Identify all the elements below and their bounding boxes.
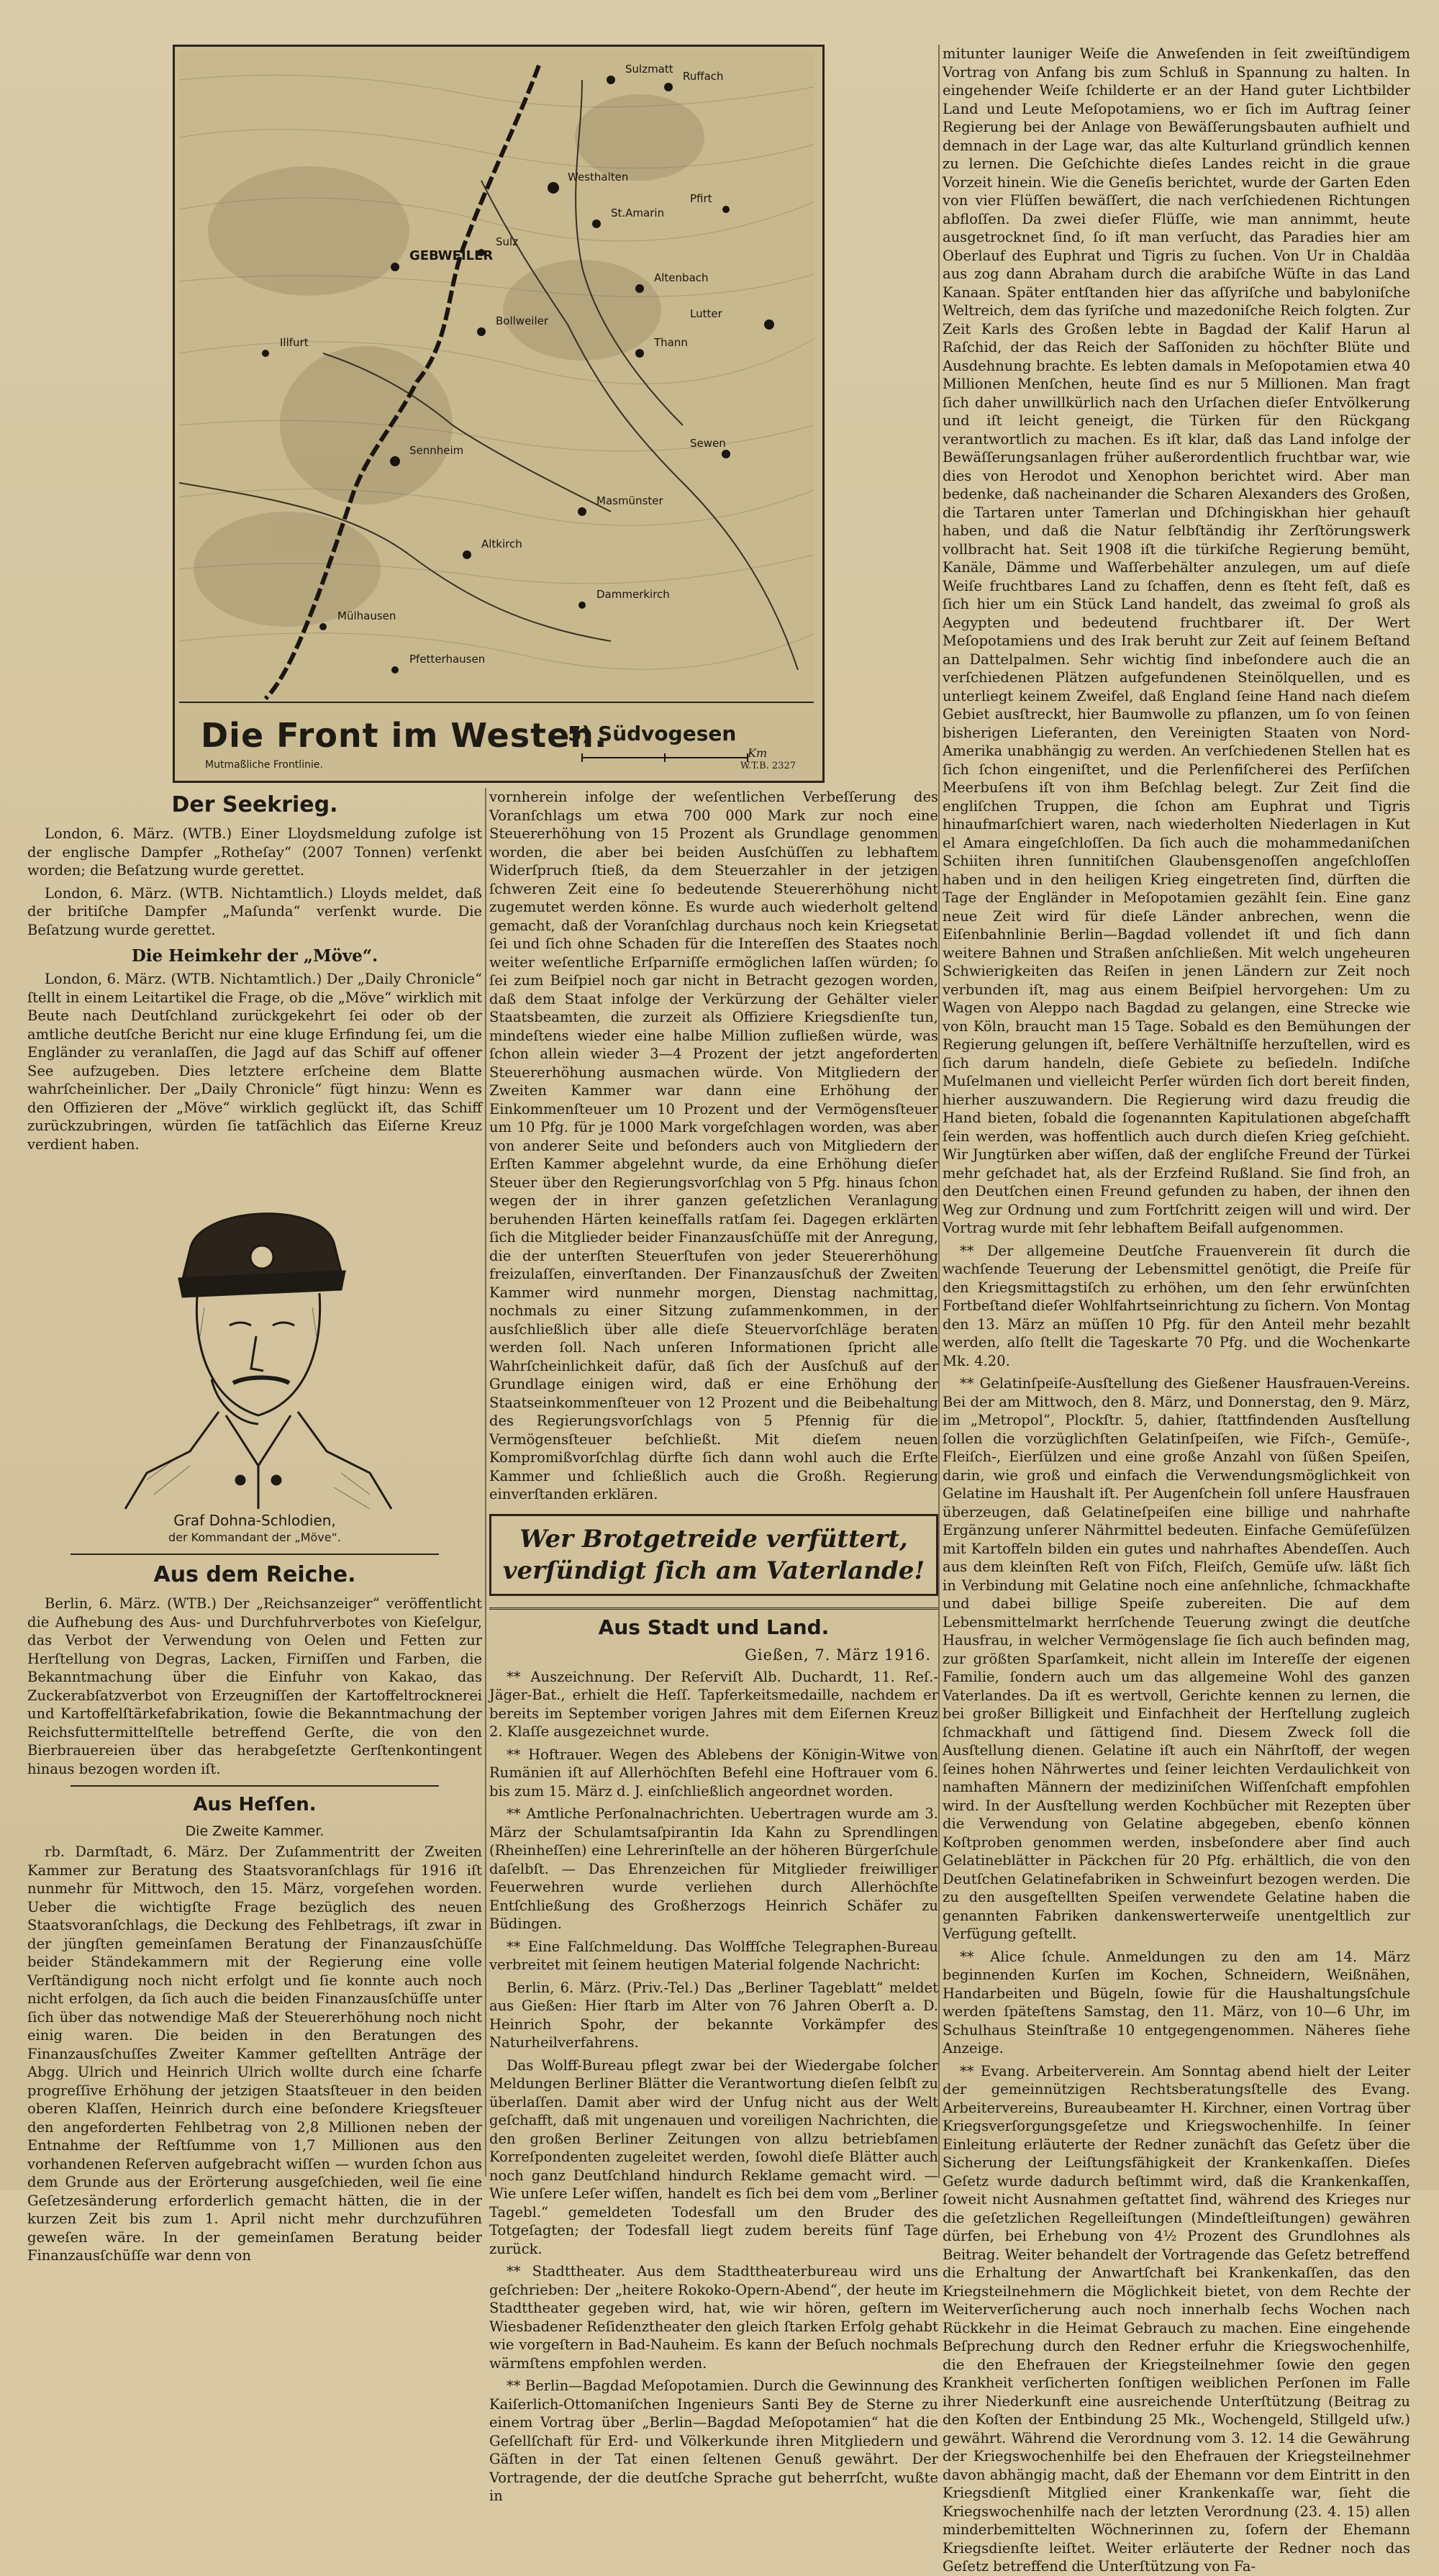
stadt-paragraph-2: ** Hoftrauer. Wegen des Ablebens der Königin-Witwe von Rumänien iſt auf Allerhöchſten Befehl eine Hoftrauer vom 6. bis zum 15. März d. J. einſchließlich angeordnet worden.	[489, 1746, 938, 1800]
mesopotamien-paragraph: mitunter launiger Weiſe die Anweſenden in ſeit zweiſtündigem Vortrag von Anfang bis zum Schluß in Spannung zu halten. In eingehender Weiſe ſchilderte er an der Hand guter Lichtbilder Land und Leute Meſopotamiens, wo er ſich im Auftrag ſeiner Regierung bei der Anlage von Bewäſſerungsbauten aufhielt und demnach in der Lage war, das alte Kulturland gründlich kennen zu lernen. Die Geſchichte dieſes Landes reicht in die graue Vorzeit hinein. Wie die Geneſis berichtet, wurde der Garten Eden von vier Flüſſen bewäſſert, die nach verſchiedenen Richtungen abfloſſen. Da zwei dieſer Flüſſe, wie man annimmt, heute ausgetrocknet ſind, ſo iſt man verſucht, das Paradies hier am Oberlauf des Euphrat und Tigris zu ſuchen. Von Ur in Chaldäa aus zog dann Abraham durch die arabiſche Wüſte in das Land Kanaan. Später entſtanden hier das aſſyriſche und babyloniſche Weltreich, dem das ſyriſche und mazedoniſche Reich folgten. Zur Zeit Karls des Großen lebte in Bagdad der Kalif Harun al Raſchid, der das Reich der Saſſoniden zu höchſter Blüte und Ausdehnung brachte. Es lebten damals in Meſopotamien etwa 40 Millionen Menſchen, heute ſind es nur 5 Millionen. Man fragt ſich daher unwillkürlich nach den Urſachen dieſer Entvölkerung und iſt leicht geneigt, die Türken für den Rückgang verantwortlich zu machen. Es iſt klar, daß das Land infolge der Bewäſſerungsanlagen früher außerordentlich fruchtbar war, wie dies von Herodot und Xenophon berichtet wird. Aber man bedenke, daß nacheinander die Scharen Alexanders des Großen, die Tartaren unter Tamerlan und Dſchingiskhan hier gehauſt haben, und daß die Natur ſelbſtändig ihr Zerſtörungswerk vollbracht hat. Seit 1908 iſt die türkiſche Regierung bemüht, Kanäle, Dämme und Waſſerbehälter anzulegen, um auf dieſe Weiſe fruchtbares Land zu ſchaffen, denn es ſteht feſt, daß es ſich hier um ein Stück Land handelt, das zweimal ſo groß als Aegypten und bedeutend fruchtbarer iſt. Der Wert Meſopotamiens und des Irak beruht zur Zeit auf ſeinem Beſtand an Dattelpalmen. Sehr wichtig ſind inbeſondere auch die an verſchiedenen Plätzen aufgefundenen Steinölquellen, und es unterliegt keinem Zweifel, daß England ſeine Hand nach dieſem Gebiet ausſtreckt, hier Baumwolle zu pflanzen, um ſo von ſeinen bisherigen Lieferanten, den Vereinigten Staaten von Nord-Amerika unabhängig zu werden. An verſchiedenen Stellen hat es ſich ſchon eingeniſtet, und die Perlenfiſcherei des Perſiſchen Meerbuſens iſt von ihm Beſchlag belegt. Zur Zeit ſind die engliſchen Truppen, die ſchon am Euphrat und Tigris hinaufmarſchiert waren, nach wiederholten Niederlagen in Kut el Amara eingeſchloſſen. Da ſich auch die mohammedaniſchen Schiiten ihren ſunnitiſchen Glaubensgenoſſen angeſchloſſen haben und in den heiligen Krieg eingetreten ſind, dürften die Tage der Engländer in Meſopotamien gezählt ſein. Eine ganz neue Zeit wird für dieſe Länder anbrechen, wenn die Eiſenbahnlinie Berlin—Bagdad vollendet iſt und ſich dann weitere Bahnen und Straßen anſchließen. Mit welch ungeheuren Schwierigkeiten das Reiſen in jenen Ländern zur Zeit noch verbunden iſt, mag aus einem Beiſpiel hervorgehen: Um zu Wagen von Aleppo nach Bagdad zu gelangen, eine Strecke wie von Köln, braucht man 15 Tage. Sobald es den Bemühungen der Regierung gelungen iſt, beſſere Verhältniſſe herzuſtellen, wird es ſich darum handeln, dieſe Gebiete zu beſiedeln. Indiſche Muſelmanen und vielleicht Perſer würden ſich dort bereit finden, hierher auszuwandern. Die Regierung wird dazu freudig die Hand bieten, ſobald die ſogenannten Kapitulationen abgeſchafft ſein werden, was hoffentlich auch durch dieſen Krieg geſchieht. Wir Jungtürken aber wiſſen, daß der engliſche Freund der Türkei mehr geſchadet hat, als der Erzfeind Rußland. Sie ſind froh, an den Deutſchen einen Freund gefunden zu haben, der ihnen den Weg zur Ordnung und zum Fortſchritt zeigen will und wird. Der Vortrag wurde mit ſehr lebhaftem Beifall aufgenommen.	[943, 45, 1410, 1236]
arbeiterverein-paragraph: ** Evang. Arbeiterverein. Am Sonntag abend hielt der Leiter der gemeinnützigen Rechtsberatungsſtelle des Evang. Arbeitervereins, Bureaubeamter H. Kirchner, einen Vortrag über Kriegsverſorgungsgeſetze und Kriegswochenhilfe. In ſeiner Einleitung erläuterte der Redner zunächſt das Geſetz über die Sicherung der Leiſtungsfähigkeit der Krankenkaſſen. Dieſes Geſetz wurde dadurch beſtimmt wird, daß die Krankenkaſſen, ſoweit nicht Ausnahmen geſtattet ſind, während des Krieges nur die geſetzlichen Regelleiſtungen (Mindeſtleiſtungen) gewähren dürfen, bei Erhebung von 4½ Prozent des Grundlohnes als Beitrag. Weiter behandelt der Vortragende das Geſetz betreffend die Erhaltung der Anwartſchaft bei Krankenkaſſen, das den Kriegsteilnehmern die Möglichkeit bietet, von dem Rechte der Weiterverſicherung auch noch innerhalb ſechs Wochen nach Rückkehr in die Heimat Gebrauch zu machen. Eine eingehende Beſprechung durch den Redner erfuhr die Kriegswochenhilfe, die den Ehefrauen der Kriegsteilnehmer ſowie den gegen Krankheit verſicherten ſonſtigen weiblichen Perſonen im Falle ihrer Niederkunft eine ausreichende Unterſtützung (Beitrag zu den Koſten der Entbindung 25 Mk., Wochengeld, Stillgeld uſw.) gewährt. Während die Verordnung vom 3. 12. 14 die Gewährung der Kriegswochenhilfe bei den Ehefrauen der Kriegsteilnehmer davon abhängig macht, daß der Ehemann vor dem Eintritt in den Kriegsdienſt Mitglied einer Krankenkaſſe war, ſieht die Kriegswochenhilfe nach der letzten Verordnung (23. 4. 15) allen minderbemittelten Wöchnerinnen zu, ſofern der Ehemann Kriegsdienſte leiſtet. Weiter erläuterte der Redner noch das Geſetz betreffend die Unterſtützung von Fa-	[943, 2062, 1410, 2575]
portrait-illustration	[104, 1164, 406, 1509]
stadt-paragraph-1: ** Auszeichnung. Der Reſerviſt Alb. Duchardt, 11. Reſ.-Jäger-Bat., erhielt die Heſſ. Tapferkeitsmedaille, nachdem er bereits im September vorigen Jahres mit dem Eiſernen Kreuz 2. Klaſſe ausgezeichnet wurde.	[489, 1668, 938, 1740]
stadt-paragraph-8: ** Berlin—Bagdad Meſopotamien. Durch die Gewinnung des Kaiſerlich-Ottomaniſchen Ingenieurs Santi Bey de Sterne zu einem Vortrag über „Berlin—Bagdad Meſopotamien“ hat die Geſellſchaft für Erd- und Völkerkunde ihren Mitgliedern und Gäſten in der Tat einen ſeltenen Genuß gewährt. Der Vortragende, der die deutſche Sprache gut beherrſcht, wußte in	[489, 2377, 938, 2504]
map-place-label: Altenbach	[654, 271, 709, 284]
map-place-label: Ruffach	[683, 70, 724, 83]
map-place-label: Pfirt	[690, 192, 712, 205]
divider	[489, 1607, 938, 1610]
map-scale-bar	[582, 750, 755, 765]
portrait-caption: Graf Dohna-Schlodien,	[173, 1512, 336, 1529]
moewe-heading: Die Heimkehr der „Möve“.	[131, 946, 378, 966]
map-place-label: Pfetterhausen	[409, 653, 486, 666]
stadt-paragraph-5: Berlin, 6. März. (Priv.-Tel.) Das „Berliner Tageblatt“ meldet aus Gießen: Hier ſtarb im Alter von 76 Jahren Oberſt a. D. Heinrich Spohr, der bekannte Vorkämpfer des Naturheilverfahrens.	[489, 1979, 938, 2051]
column-rule	[485, 788, 486, 2177]
map-place-label: Sulz	[496, 235, 519, 248]
stadt-paragraph-6: Das Wolff-Bureau pflegt zwar bei der Wiedergabe ſolcher Meldungen Berliner Blätter die Verantwortung dieſen ſelbſt zu überlaſſen. Damit aber wird der Unfug nicht aus der Welt geſchafft, daß mit ungenauen und voreiligen Nachrichten, die den großen Berliner Zeitungen von allzu betriebſamen Korreſpondenten zugeleitet werden, ſowohl dieſe Blätter auch noch ganz Deutſchland hindurch Reklame gemacht wird. — Wie unſere Leſer wiſſen, handelt es ſich bei dem vom „Berliner Tagebl.“ gemeldeten Todesfall um den Bruder des Totgeſagten; der Todesfall liegt zudem bereits fünf Tage zurück.	[489, 2056, 938, 2257]
hessen-heading: Aus Heſſen.	[193, 1794, 317, 1815]
aliceschule-paragraph: ** Alice ſchule. Anmeldungen zu den am 14. März beginnenden Kurſen im Kochen, Schneidern, Weißnähen, Handarbeiten und Bügeln, ſowie für die Haushaltungsſchule werden ſpäteſtens Samstag, den 11. März, von 10—6 Uhr, im Schulhaus Steinſtraße 10 entgegengenommen. Näheres ſiehe Anzeige.	[943, 1948, 1410, 2056]
map-place-label: Mülhausen	[337, 609, 396, 622]
map-place-label: Lutter	[690, 307, 722, 320]
map-title: Die Front im Westen.	[201, 716, 608, 755]
map-place-label: Dammerkirch	[596, 588, 670, 601]
map-scale-label: Km	[748, 746, 768, 760]
hessen-subheading: Die Zweite Kammer.	[185, 1823, 324, 1839]
map-place-label: GEBWEILER	[409, 248, 494, 263]
divider	[71, 1785, 439, 1787]
map-place-label: Bollweiler	[496, 314, 549, 327]
column-rule	[938, 45, 940, 2178]
map-place-label: Masmünster	[596, 494, 663, 507]
stadt-dateline: Gießen, 7. März 1916.	[745, 1646, 931, 1664]
map-place-label: St.Amarin	[611, 207, 665, 219]
moewe-paragraph: London, 6. März. (WTB. Nichtamtlich.) Der „Daily Chronicle“ ſtellt in einem Leitartikel die Frage, ob die „Möve“ wirklich mit Beute nach Deutſchland zurückgekehrt ſei oder ob der amtliche deutſche Bericht nur eine kluge Erfindung ſei, um die Engländer zu veranlaſſen, die Jagd auf das Schiff auf offener See aufzugeben. Dies letztere erſcheine dem Blatte wahrſcheinlicher. Der „Daily Chronicle“ fügt hinzu: Wenn es den Offizieren der „Möve“ wirklich geglückt iſt, das Schiff zurückzubringen, würden ſie tatſächlich das Eiſerne Kreuz verdient haben.	[27, 971, 482, 1153]
stadt-heading: Aus Stadt und Land.	[598, 1615, 830, 1639]
right-column	[943, 45, 1410, 2575]
frauenverein-paragraph: ** Der allgemeine Deutſche Frauenverein ſit durch die wachſende Teuerung der Lebensmittel genötigt, die Preiſe für den Kriegsmittagstiſch zu erhöhen, um den ſehr erwünſchten Fortbeſtand dieſer Wohlfahrtseinrichtung zu ſichern. Von Montag den 13. März an müſſen 10 Pfg. für den Anteil mehr bezahlt werden, alſo ſtellt die Tageskarte 70 Pfg. und die Wochenkarte Mk. 4.20.	[943, 1242, 1410, 1369]
seekrieg-paragraph-1: London, 6. März. (WTB.) Einer Lloydsmeldung zufolge ist der englische Dampfer „Rotheſay“ (2007 Tonnen) verſenkt worden; die Beſatzung wurde gerettet.	[27, 825, 482, 879]
divider	[71, 1554, 439, 1555]
map-place-label: Altkirch	[481, 538, 522, 550]
front-map-figure	[173, 45, 825, 783]
appeal-box: Wer Brotgetreide verfüttert, verſündigt ſich am Vaterlande!	[489, 1514, 938, 1596]
reich-paragraph: Berlin, 6. März. (WTB.) Der „Reichsanzeiger“ veröffentlicht die Aufhebung des Aus- und Durchfuhrverbotes von Kieſelgur, das Verbot der Verwendung von Oelen und Fetten zur Herſtellung von Degras, Lacken, Firniſſen und Farben, die Bekanntmachung über die Einfuhr von Kakao, das Zuckerabſatzverbot von Erzeugniſſen der Kartoffeltrocknerei und Kartoffelſtärkefabrikation, ſowie die Bekanntmachung der Reichsfuttermittelſtelle betreffend Gerſte, die von den Bierbrauereien über das herabgeſetzte Gerſtenkontingent hinaus bezogen worden iſt.	[27, 1595, 482, 1777]
stadt-paragraph-3: ** Amtliche Perſonalnachrichten. Uebertragen wurde am 3. März der Schulamtsaſpirantin Ida Kahn zu Sprendlingen (Rheinheſſen) eine Lehrerinſtelle an der höheren Bürgerſchule daſelbſt. — Das Ehrenzeichen für Mitglieder freiwilliger Feuerwehren wurde verliehen durch Allerhöchſte Entſchließung des Großherzogs Heinrich Schäfer zu Büdingen.	[489, 1805, 938, 1932]
map-place-label: Thann	[654, 336, 688, 349]
stadt-paragraph-4: ** Eine Falſchmeldung. Das Wolffſche Telegraphen-Bureau verbreitet mit ſeinem heutigen Material folgende Nachricht:	[489, 1938, 938, 1973]
map-place-label: Sulzmatt	[625, 63, 673, 76]
left-column	[27, 788, 482, 2264]
map-place-label: Westhalten	[568, 171, 629, 183]
portrait-caption-sub: der Kommandant der „Möve“.	[168, 1530, 341, 1544]
gelatine-paragraph: ** Gelatinſpeiſe-Ausſtellung des Gießener Hausfrauen-Vereins. Bei der am Mittwoch, den 8. März, und Donnerstag, den 9. März, im „Metropol“, Plockſtr. 5, dahier, ſtattfindenden Ausſtellung ſollen die vorzüglichſten Gelatinſpeiſen, wie Fiſch-, Gemüſe-, Fleiſch-, Eierſülzen und eine große Anzahl von ſüßen Speiſen, darin, wie groß und einfach die Verwendungsmöglichkeit von Gelatine im Haushalt iſt. Per Augenſchein ſoll unſere Hausfrauen überzeugen, daß Gelatineſpeiſen eine billige und nahrhafte Ergänzung unſerer Nährmittel bedeuten. Einfache Gemüſeſülzen mit Kartoffeln bilden ein gutes und nahrhaftes Abendeſſen. Auch aus dem kleinſten Reſt von Fiſch, Fleiſch, Gemüſe uſw. läßt ſich in Verbindung mit Gelatine noch eine anſehnliche, ſchmackhafte und dabei billige Speiſe zubereiten. Die auf dem Lebensmittelmarkt herrſchende Teuerung zwingt die deutſche Hausfrau, in welcher Vermögenslage ſie ſich auch befinden mag, zur größten Sparſamkeit, nicht allein im Intereſſe der eigenen Familie, ſondern auch um das allgemeine Wohl des ganzen Vaterlandes. Da iſt es wertvoll, Gerichte kennen zu lernen, die bei großer Billigkeit und Einfachheit der Herſtellung zugleich ſchmackhaft und ſättigend ſind. Diesem Zweck ſoll die Ausſtellung dienen. Gelatine iſt auch ein Nährſtoff, der wegen ſeines hohen Nährwertes und ſeiner leichten Verdaulichkeit von namhaften Männern der mediziniſchen Wiſſenſchaft empfohlen wird. In der Ausſtellung werden Kochbücher mit Rezepten über die Verwendung von Gelatine abgegeben, ebenſo können Koſtproben genommen werden, insbeſondere aber ſind auch Gelatineblätter in Päckchen für 20 Pfg. erhältlich, die von den Deutſchen Gelatinefabriken in Schweinfurt bezogen werden. Die zu den ausgeſtellten Speiſen verwendete Gelatine haben die genannten Fabriken dankenswerterweiſe unentgeltlich zur Verfügung geſtellt.	[943, 1375, 1410, 1942]
stadt-paragraph-7: ** Stadttheater. Aus dem Stadttheaterbureau wird uns geſchrieben: Der „heitere Rokoko-Opern-Abend“, der heute im Stadttheater gegeben wird, hat, wie wir hören, geſtern im Wiesbadener Reſidenztheater den gleich ſtarken Erfolg gehabt wie vorgeſtern in Bad-Nauheim. Es kann der Beſuch nochmals wärmſtens empfohlen werden.	[489, 2263, 938, 2372]
map-place-label: Sennheim	[409, 444, 464, 457]
hessen-paragraph: rb. Darmſtadt, 6. März. Der Zuſammentritt der Zweiten Kammer zur Beratung des Staatsvoranſchlags für 1916 iſt nunmehr für Mittwoch, den 15. März, vorgeſehen worden. Ueber die wichtigſte Frage bezüglich des neuen Staatsvoranſchlags, die Deckung des Fehlbetrags, iſt zwar in der jüngſten gemeinſamen Beratung der Finanzausſchüſſe beider Ständekammern mit der Regierung eine volle Verſtändigung noch nicht erfolgt und ſie konnte auch noch nicht erfolgen, da ſich auch die beiden Finanzausſchüſſe unter ſich über das notwendige Maß der Steuererhöhung noch nicht einig waren. Die beiden in den Beratungen des Finanzausſchuſſes Zweiter Kammer geſtellten Anträge der Abgg. Ulrich und Heinrich Ulrich wollte durch eine ſcharfe progreſſive Erhöhung der jetzigen Staatsſteuer in den beiden oberen Klaſſen, Heinrich durch eine beſondere Kriegsſteuer den angeforderten Fehlbetrag von 2,8 Millionen neben der Entnahme der Reſtſumme von 1,7 Millionen aus den vorhandenen Reſerven aufgebracht wiſſen — wurden ſchon aus dem Grunde aus der Erörterung ausgeſchieden, weil ſie eine Geſetzesänderung erforderlich gemacht hätten, die in der kurzen Zeit bis zum 1. April nicht mehr durchzuführen geweſen wäre. In der gemeinſamen Beratung beider Finanzausſchüſſe war denn von	[27, 1843, 482, 2264]
map-publisher-mark: W.T.B. 2327	[740, 761, 796, 771]
map-place-label: Sewen	[690, 437, 726, 450]
map-caption	[179, 702, 814, 775]
seekrieg-heading: Der Seekrieg.	[171, 792, 338, 817]
map-subtitle: 5) Südvogesen	[568, 722, 737, 745]
map-place-label: Illfurt	[280, 336, 309, 349]
map-credit: Mutmaßliche Frontlinie.	[205, 759, 323, 771]
middle-column	[489, 788, 938, 2504]
steuer-paragraph: vornherein infolge der weſentlichen Verbeſſerung des Voranſchlags um etwa 700 000 Mark zur noch eine Steuererhöhung von 15 Prozent als Grundlage genommen worden, die aber bei beiden Ausſchüſſen zu lebhaftem Widerſpruch ſtieß, da dem Steuerzahler in der jetzigen ſchweren Zeit eine ſo bedeutende Steuererhöhung nicht zugemutet werden könne. Es wurde auch wiederholt geltend gemacht, daß der Voranſchlag durchaus noch kein Kriegsetat ſei und ſich ohne Schaden für die Intereſſen des Staates noch weiter weſentliche Erſparniſſe ermöglichen laſſen würden; ſo ſei zum Beiſpiel noch gar nicht in Betracht gezogen worden, daß dem Staat infolge der Verkürzung der Gehälter vieler Staatsbeamten, die zurzeit als Offiziere Kriegsdienſte tun, mindeſtens wieder eine halbe Million zufließen würde, was ſchon allein wieder 3—4 Prozent der jetzt angeforderten Steuererhöhung ausmachen würde. Von Mitgliedern der Zweiten Kammer war dann eine Erhöhung der Einkommenſteuer um 10 Prozent und der Vermögensſteuer um 10 Pfg. für je 1000 Mark vorgeſchlagen worden, was aber von anderer Seite und beſonders auch von Mitgliedern der Erſten Kammer abgelehnt wurde, da eine Erhöhung dieſer Steuer über den Regierungsvorſchlag von 5 Pfg. hinaus ſchon wegen der in ihrer ganzen geſetzlichen Veranlagung beruhenden Härten keineſfalls ratſam ſei. Dagegen erklärten ſich die Mitglieder beider Finanzausſchüſſe mit der Anregung, die der unterſten Steuerſtufen von jeder Steuererhöhung freizulaſſen, einverſtanden. Der Finanzausſchuß der Zweiten Kammer wird nunmehr morgen, Dienstag nachmittag, nochmals zu einer Sitzung zuſammenkommen, in der ausſchließlich über alle dieſe Steuervorſchläge beraten werden ſoll. Nach unſeren Informationen ſpricht alle Wahrſcheinlichkeit dafür, daß ſich der Ausſchuß auf der Grundlage einigen wird, daß er eine Erhöhung der Staatseinkommenſteuer von 12 Prozent und die Beibehaltung des Regierungsvorſchlags von 5 Pfennig für die Vermögensſteuer beſchließt. Mit dieſem neuen Kompromißvorſchlag dürfte ſich dann wohl auch die Erſte Kammer und ſchließlich auch die Großh. Regierung einverſtanden erklären.	[489, 789, 938, 1502]
reich-heading: Aus dem Reiche.	[153, 1562, 356, 1587]
front-map	[179, 51, 814, 699]
seekrieg-paragraph-2: London, 6. März. (WTB. Nichtamtlich.) Lloyds meldet, daß der britiſche Dampfer „Maſunda“ verſenkt wurde. Die Beſatzung wurde gerettet.	[27, 884, 482, 938]
